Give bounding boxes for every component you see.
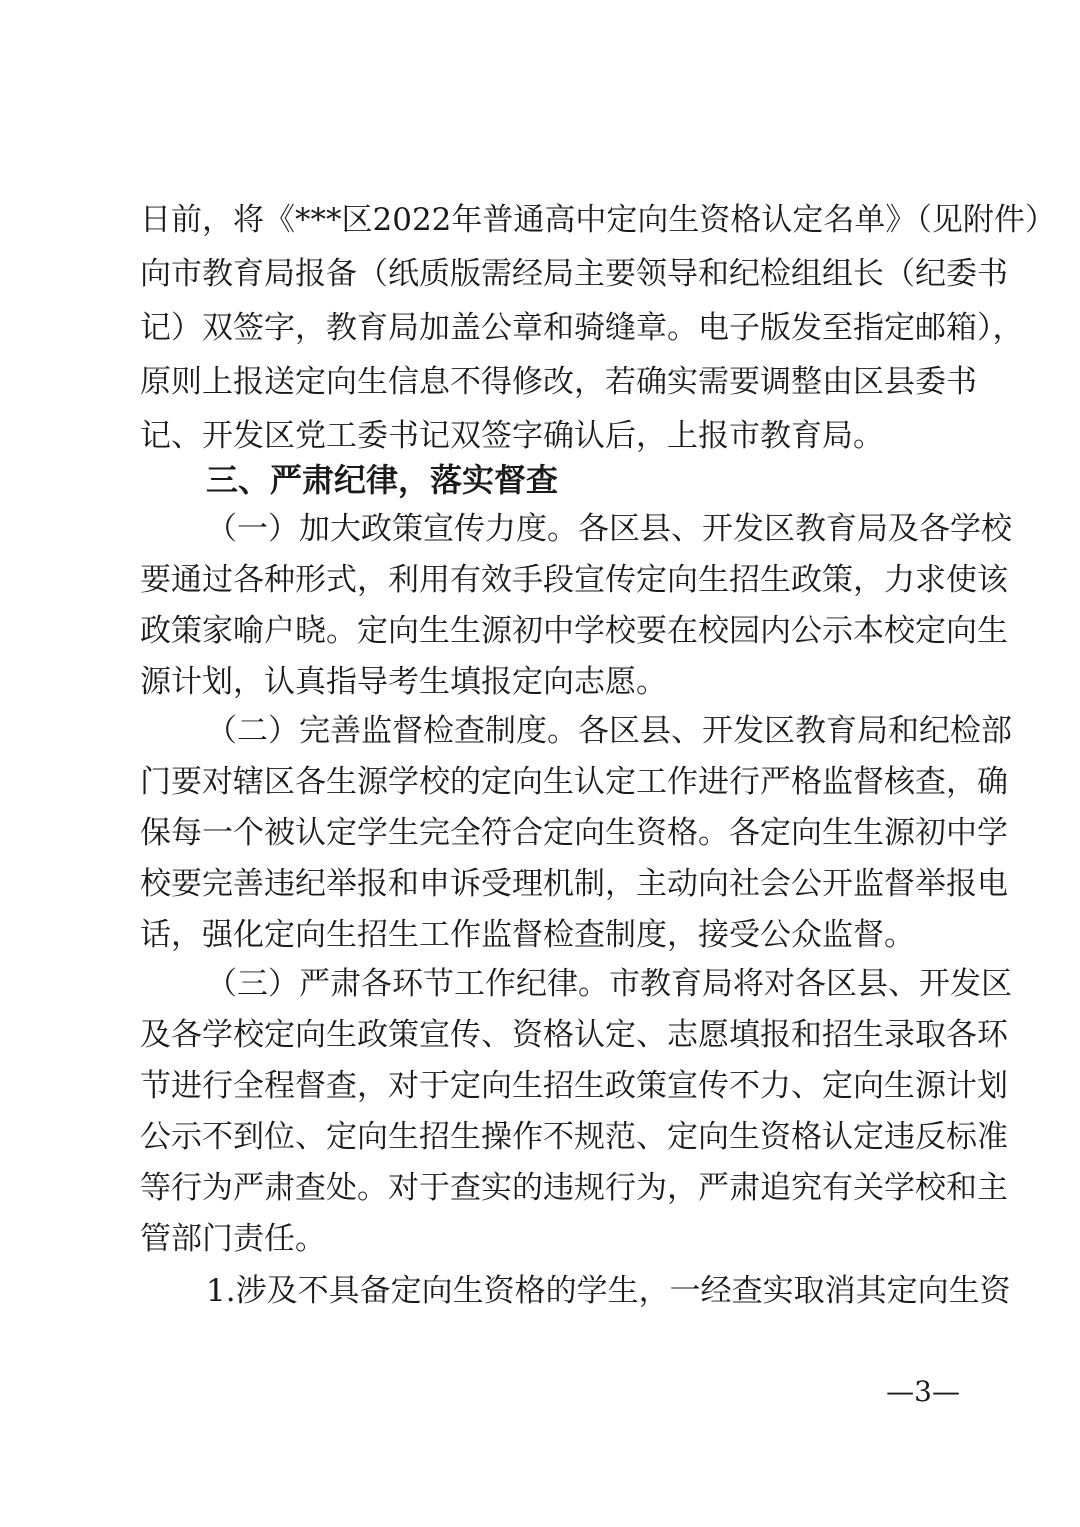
paragraph-line: 及各学校定向生政策宣传、资格认定、志愿填报和招生录取各环 [140,1017,1008,1053]
paragraph-line: 要通过各种形式，利用有效手段宣传定向生招生政策，力求使该 [140,562,1008,598]
body-line: 记、开发区党工委书记双签字确认后，上报市教育局。 [140,418,884,454]
page-number: —3— [886,1375,960,1408]
paragraph-line: 源计划，认真指导考生填报定向志愿。 [140,664,667,700]
paragraph-line: （三）严肃各环节工作纪律。市教育局将对各区县、开发区 [206,966,1012,1002]
paragraph-line: 公示不到位、定向生招生操作不规范、定向生资格认定违反标准 [140,1119,1008,1155]
paragraph-line: （二）完善监督检查制度。各区县、开发区教育局和纪检部 [206,713,1012,749]
paragraph-line: 等行为严肃查处。对于查实的违规行为，严肃追究有关学校和主 [140,1170,1008,1206]
paragraph-line: 门要对辖区各生源学校的定向生认定工作进行严格监督核查，确 [140,764,1008,800]
paragraph-line: （一）加大政策宣传力度。各区县、开发区教育局及各学校 [206,511,1012,547]
list-item: 1.涉及不具备定向生资格的学生，一经查实取消其定向生资 [206,1273,1011,1309]
paragraph-line: 话，强化定向生招生工作监督检查制度，接受公众监督。 [140,917,915,953]
body-line: 原则上报送定向生信息不得修改，若确实需要调整由区县委书 [140,364,977,400]
body-line: 记）双签字，教育局加盖公章和骑缝章。电子版发至指定邮箱）， [140,310,1024,346]
paragraph-line: 保每一个被认定学生完全符合定向生资格。各定向生生源初中学 [140,815,1008,851]
body-line: 向市教育局报备（纸质版需经局主要领导和纪检组组长（纪委书 [140,256,1008,292]
section-heading: 三、严肃纪律，落实督查 [206,461,559,499]
body-line: 日前，将《***区2022年普通高中定向生资格认定名单》（见附件） [140,202,1056,238]
paragraph-line: 节进行全程督查，对于定向生招生政策宣传不力、定向生源计划 [140,1068,1008,1104]
paragraph-line: 校要完善违纪举报和申诉受理机制，主动向社会公开监督举报电 [140,866,1008,902]
paragraph-line: 管部门责任。 [140,1221,326,1257]
paragraph-line: 政策家喻户晓。定向生生源初中学校要在校园内公示本校定向生 [140,613,1008,649]
